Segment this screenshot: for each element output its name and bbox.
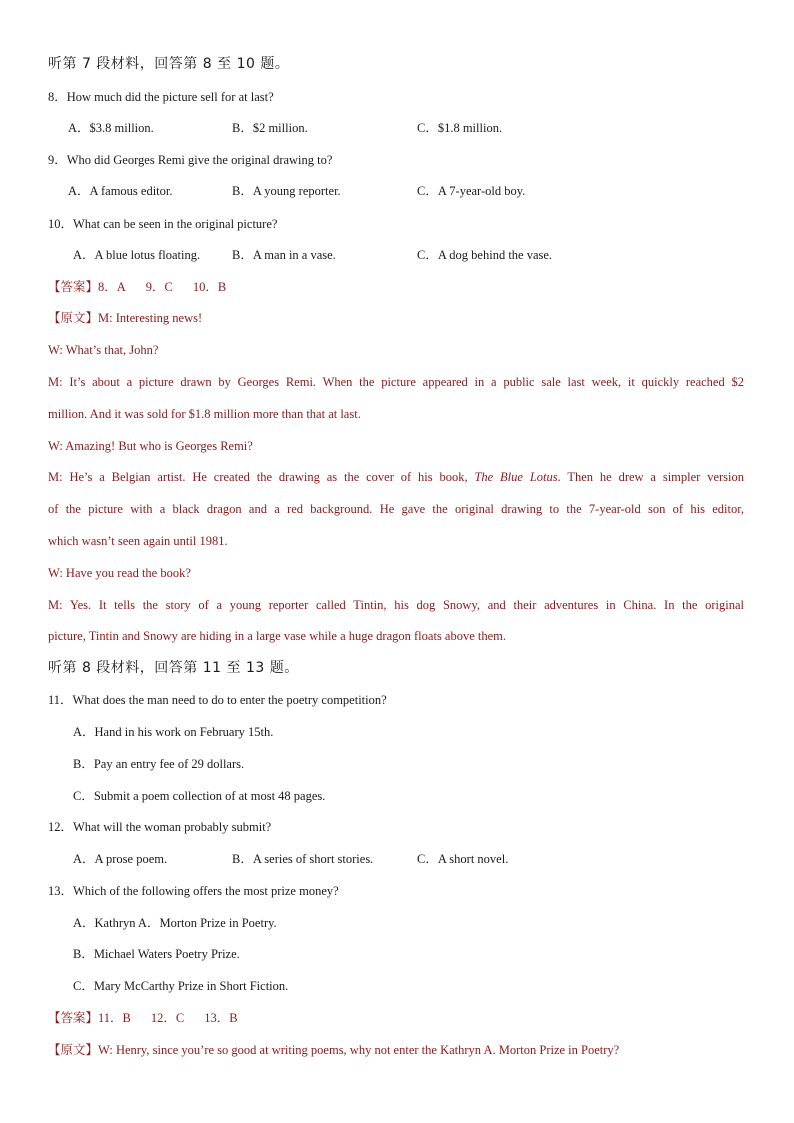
answer-10: 10．B	[192, 280, 227, 294]
transcript-tag: 【原文】	[48, 310, 99, 325]
q8-option-b: B．$2 million.	[232, 121, 308, 135]
q11-option-a: A．Hand in his work on February 15th.	[73, 725, 274, 739]
transcript-line: picture, Tintin and Snowy are hiding in a large vase while a huge dragon floats above them.	[48, 629, 507, 643]
question-8: 8．How much did the picture sell for at last?	[48, 90, 274, 104]
question-10: 10．What can be seen in the original picture?	[48, 217, 278, 231]
question-13: 13．Which of the following offers the most prize money?	[48, 884, 339, 898]
q8-option-a: A．$3.8 million.	[68, 121, 154, 135]
q10-option-c: C．A dog behind the vase.	[417, 248, 553, 262]
q13-option-a: A．Kathryn A．Morton Prize in Poetry.	[73, 916, 277, 930]
answer-13: 13．B	[204, 1011, 238, 1025]
transcript-line: million. And it was sold for $1.8 million more than that at last.	[48, 407, 361, 421]
q10-option-a: A．A blue lotus floating.	[73, 248, 201, 262]
question-12: 12．What will the woman probably submit?	[48, 820, 272, 834]
q11-option-b: B．Pay an entry fee of 29 dollars.	[73, 757, 245, 771]
transcript-line: M: Yes. It tells the story of a young reporter called Tintin, his dog Snowy, and their adventures in China. In the original	[48, 598, 744, 612]
question-9: 9．Who did Georges Remi give the original drawing to?	[48, 153, 333, 167]
transcript-text: M: He’s a Belgian artist. He created the drawing as the cover of his book,	[48, 470, 475, 484]
section-7-heading: 听第 7 段材料，回答第 8 至 10 题。	[48, 56, 290, 72]
q9-option-c: C．A 7-year-old boy.	[417, 184, 526, 198]
q13-option-b: B．Michael Waters Poetry Prize.	[73, 947, 240, 961]
answer-line-8	[48, 1009, 258, 1027]
transcript-line: M: It’s about a picture drawn by Georges Remi. When the picture appeared in a public sale last week, it quickly reached $2	[48, 375, 744, 389]
transcript-line	[48, 468, 744, 486]
transcript-line	[48, 309, 202, 327]
transcript-line: of the picture with a black dragon and a red background. He gave the original drawing to the 7-year-old son of his editor,	[48, 502, 744, 516]
transcript-line	[48, 1041, 619, 1059]
book-title: The Blue Lotus	[474, 470, 558, 484]
transcript-tag: 【原文】	[48, 1042, 99, 1057]
question-11: 11．What does the man need to do to enter the poetry competition?	[48, 693, 387, 707]
q12-option-a: A．A prose poem.	[73, 852, 168, 866]
answer-8: 8．A	[98, 280, 126, 294]
section-8-heading: 听第 8 段材料，回答第 11 至 13 题。	[48, 660, 299, 676]
q8-option-c: C．$1.8 million.	[417, 121, 503, 135]
transcript-text: W: Henry, since you’re so good at writing poems, why not enter the Kathryn A. Morton Prize in Poetry?	[98, 1043, 620, 1057]
transcript-line: W: Amazing! But who is Georges Remi?	[48, 439, 253, 453]
answer-9: 9．C	[145, 280, 173, 294]
answer-12: 12．C	[150, 1011, 185, 1025]
transcript-text: . Then he drew a simpler version	[557, 470, 744, 484]
transcript-line: W: What’s that, John?	[48, 343, 159, 357]
answer-11: 11．B	[98, 1011, 131, 1025]
q12-option-b: B．A series of short stories.	[232, 852, 374, 866]
transcript-line: W: Have you read the book?	[48, 566, 191, 580]
answer-line-7	[48, 278, 246, 296]
transcript-line: which wasn’t seen again until 1981.	[48, 534, 228, 548]
answer-tag: 【答案】	[48, 279, 99, 294]
q9-option-a: A．A famous editor.	[68, 184, 173, 198]
answer-tag: 【答案】	[48, 1010, 99, 1025]
q11-option-c: C．Submit a poem collection of at most 48 pages.	[73, 789, 326, 803]
transcript-text: M: Interesting news!	[98, 311, 203, 325]
q9-option-b: B．A young reporter.	[232, 184, 341, 198]
q13-option-c: C．Mary McCarthy Prize in Short Fiction.	[73, 979, 289, 993]
q10-option-b: B．A man in a vase.	[232, 248, 336, 262]
q12-option-c: C．A short novel.	[417, 852, 509, 866]
